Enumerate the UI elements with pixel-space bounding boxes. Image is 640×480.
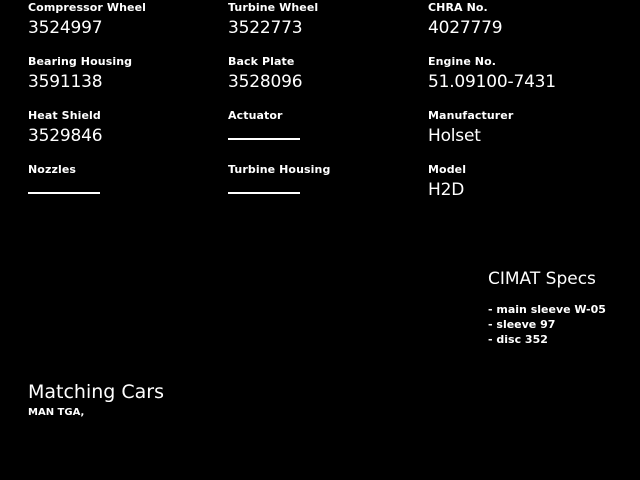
field-value: 51.09100-7431 — [428, 72, 556, 92]
field-turbine-wheel — [228, 0, 418, 41]
field-value: Holset — [428, 126, 481, 146]
specs-column-3 — [428, 0, 628, 216]
field-value-empty — [28, 178, 218, 203]
blank-rule — [28, 178, 100, 194]
field-label: Nozzles — [28, 163, 77, 176]
matching-cars-block — [28, 380, 348, 420]
field-label: Model — [428, 163, 467, 176]
field-value: 3524997 — [28, 18, 103, 38]
field-nozzles — [28, 162, 218, 203]
field-value: 4027779 — [428, 18, 503, 38]
field-value: 3522773 — [228, 18, 303, 38]
field-label: Turbine Housing — [228, 163, 331, 176]
field-value: H2D — [428, 180, 465, 200]
field-label: Engine No. — [428, 55, 497, 68]
field-label: Actuator — [228, 109, 283, 122]
field-label: Heat Shield — [28, 109, 101, 122]
matching-cars-title: Matching Cars — [28, 381, 165, 403]
field-heat-shield — [28, 108, 218, 149]
field-value: 3591138 — [28, 72, 103, 92]
field-bearing-housing — [28, 54, 218, 95]
blank-rule — [228, 124, 300, 140]
field-value: 3529846 — [28, 126, 103, 146]
field-engine-no — [428, 54, 628, 95]
field-label: Compressor Wheel — [28, 1, 147, 14]
list-item: - main sleeve W-05 — [488, 303, 606, 316]
blank-rule — [228, 178, 300, 194]
field-compressor-wheel — [28, 0, 218, 41]
field-value-empty — [228, 178, 418, 203]
field-value-empty — [228, 124, 418, 149]
list-item: - disc 352 — [488, 333, 548, 346]
field-actuator — [228, 108, 418, 149]
specs-column-2 — [228, 0, 418, 216]
cimat-specs-title: CIMAT Specs — [488, 269, 596, 289]
field-label: Turbine Wheel — [228, 1, 319, 14]
field-label: Back Plate — [228, 55, 295, 68]
field-label: CHRA No. — [428, 1, 488, 14]
field-label: Manufacturer — [428, 109, 514, 122]
list-item: MAN TGA, — [28, 407, 85, 418]
field-turbine-housing — [228, 162, 418, 203]
field-model — [428, 162, 628, 203]
field-value: 3528096 — [228, 72, 303, 92]
field-label: Bearing Housing — [28, 55, 133, 68]
cimat-specs-block — [488, 268, 638, 347]
field-back-plate — [228, 54, 418, 95]
field-manufacturer — [428, 108, 628, 149]
field-chra-no — [428, 0, 628, 41]
list-item: - sleeve 97 — [488, 318, 556, 331]
specs-column-1 — [28, 0, 218, 216]
